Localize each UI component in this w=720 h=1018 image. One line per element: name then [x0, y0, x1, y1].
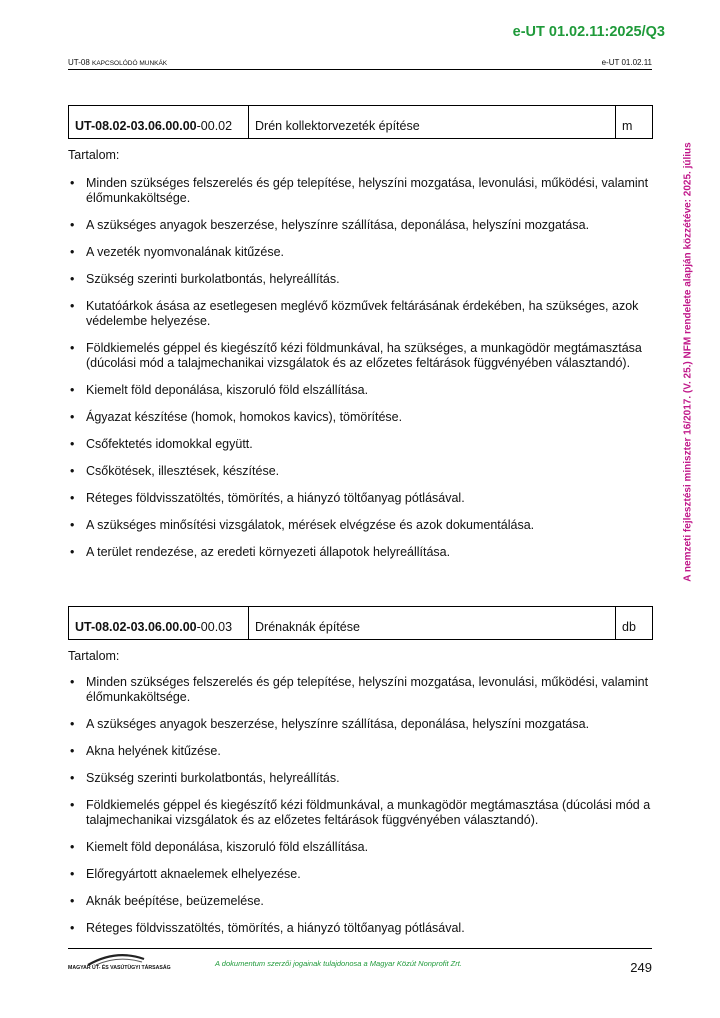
contents-label: Tartalom:	[68, 148, 120, 162]
running-header	[68, 58, 652, 70]
contents-list	[68, 176, 653, 572]
list-item: • Földkiemelés géppel és kiegészítő kézi földmunkával, a munkagödör megtámasztása (dúcolási mód a talajmechanikai vizsgálatok és az előzetes feltárások függvényében választandó).	[68, 798, 653, 828]
contents-list	[68, 675, 653, 948]
page-number: 249	[630, 960, 652, 975]
list-item: • A szükséges anyagok beszerzése, helyszínre szállítása, deponálása, helyszíni mozgatása.	[68, 717, 653, 732]
society-logo	[68, 953, 171, 975]
publication-note: A nemzeti fejlesztési miniszter 16/2017. (V. 25.) NFM rendelete alapján közzétéve: 2025. július	[682, 142, 694, 582]
copyright-notice: A dokumentum szerzői jogainak tulajdonosa a Magyar Közút Nonprofit Zrt.	[215, 959, 462, 968]
list-item: • Minden szükséges felszerelés és gép telepítése, helyszíni mozgatása, levonulási, működési, valamint élőmunkaköltsége.	[68, 675, 653, 705]
chapter-title: UT-08 KAPCSOLÓDÓ MUNKÁK	[68, 58, 168, 67]
list-item: • Csőfektetés idomokkal együtt.	[68, 437, 653, 452]
list-item: • Földkiemelés géppel és kiegészítő kézi földmunkával, ha szükséges, a munkagödör megtámasztása (dúcolási mód a talajmechanikai vizsgálatok és az előzetes feltárások függvényében választandó).	[68, 341, 653, 371]
item-unit: db	[622, 620, 636, 634]
list-item: • A terület rendezése, az eredeti környezeti állapotok helyreállítása.	[68, 545, 653, 560]
logo-text: MAGYAR ÚT- ÉS VASÚTÜGYI TÁRSASÁG	[68, 965, 171, 971]
list-item: • Réteges földvisszatöltés, tömörítés, a hiányzó töltőanyag pótlásával.	[68, 491, 653, 506]
list-item: • A szükséges minősítési vizsgálatok, mérések elvégzése és azok dokumentálása.	[68, 518, 653, 533]
list-item: • Kiemelt föld deponálása, kiszoruló föld elszállítása.	[68, 383, 653, 398]
item-code: UT-08.02-03.06.00.00 -00.03	[69, 607, 249, 639]
item-header-table	[68, 105, 653, 139]
document-code: e-UT 01.02.11:2025/Q3	[512, 24, 665, 40]
list-item: • Kiemelt föld deponálása, kiszoruló föld elszállítása.	[68, 840, 653, 855]
list-item: • Előregyártott aknaelemek elhelyezése.	[68, 867, 653, 882]
list-item: • Aknák beépítése, beüzemelése.	[68, 894, 653, 909]
list-item: • Kutatóárkok ásása az esetlegesen meglévő közművek feltárásának érdekében, ha szükséges, azok védelembe helyezése.	[68, 299, 653, 329]
header-doc-ref: e-UT 01.02.11	[601, 58, 652, 67]
list-item: • Szükség szerinti burkolatbontás, helyreállítás.	[68, 272, 653, 287]
item-title: Drénaknák építése	[249, 607, 616, 639]
item-title: Drén kollektorvezeték építése	[249, 106, 616, 138]
list-item: • Ágyazat készítése (homok, homokos kavics), tömörítése.	[68, 410, 653, 425]
list-item: • A vezeték nyomvonalának kitűzése.	[68, 245, 653, 260]
item-header-table	[68, 606, 653, 640]
list-item: • Minden szükséges felszerelés és gép telepítése, helyszíni mozgatása, levonulási, működési, valamint élőmunkaköltsége.	[68, 176, 653, 206]
list-item: • A szükséges anyagok beszerzése, helyszínre szállítása, deponálása, helyszíni mozgatása.	[68, 218, 653, 233]
footer-divider	[68, 948, 652, 949]
list-item: • Réteges földvisszatöltés, tömörítés, a hiányzó töltőanyag pótlásával.	[68, 921, 653, 936]
list-item: • Csőkötések, illesztések, készítése.	[68, 464, 653, 479]
list-item: • Akna helyének kitűzése.	[68, 744, 653, 759]
item-unit: m	[622, 119, 633, 133]
list-item: • Szükség szerinti burkolatbontás, helyreállítás.	[68, 771, 653, 786]
contents-label: Tartalom:	[68, 649, 120, 663]
item-code: UT-08.02-03.06.00.00 -00.02	[69, 106, 249, 138]
